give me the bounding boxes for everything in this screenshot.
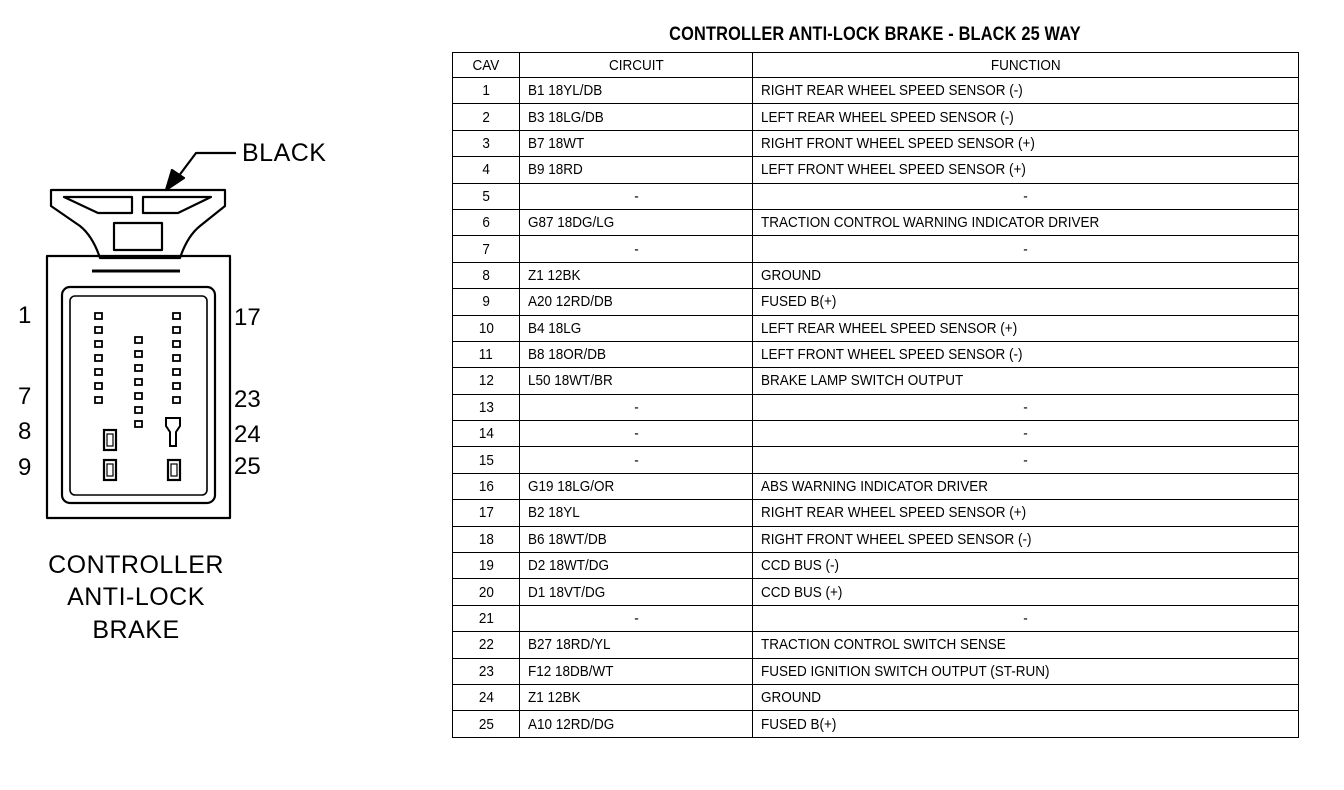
table-row — [453, 104, 1299, 130]
table-row — [453, 711, 1299, 737]
table-row — [453, 157, 1299, 183]
function-cell: GROUND — [753, 262, 1299, 288]
table-row — [453, 658, 1299, 684]
table-row — [453, 315, 1299, 341]
function-cell: GROUND — [753, 684, 1299, 710]
function-cell: CCD BUS (-) — [753, 553, 1299, 579]
cavity-pin — [95, 313, 102, 319]
table-row — [453, 236, 1299, 262]
cavity-pin — [95, 341, 102, 347]
function-cell: RIGHT FRONT WHEEL SPEED SENSOR (-) — [753, 526, 1299, 552]
table-row — [453, 526, 1299, 552]
cav-cell: 6 — [453, 209, 520, 235]
cavity-pin — [95, 369, 102, 375]
circuit-cell: B8 18OR/DB — [520, 341, 753, 367]
cav-cell: 18 — [453, 526, 520, 552]
cav-cell: 7 — [453, 236, 520, 262]
cav-cell: 22 — [453, 632, 520, 658]
cav-cell: 3 — [453, 130, 520, 156]
power-terminal — [107, 464, 113, 476]
circuit-cell: - — [520, 236, 753, 262]
circuit-cell: B2 18YL — [520, 500, 753, 526]
table-row — [453, 553, 1299, 579]
table-row — [453, 78, 1299, 104]
table-body — [453, 78, 1299, 738]
cavity-pin — [135, 407, 142, 413]
pin-label-right: 24 — [234, 421, 261, 448]
circuit-cell: B7 18WT — [520, 130, 753, 156]
function-cell: TRACTION CONTROL SWITCH SENSE — [753, 632, 1299, 658]
connector-caption: CONTROLLER — [48, 551, 224, 579]
function-cell: RIGHT FRONT WHEEL SPEED SENSOR (+) — [753, 130, 1299, 156]
circuit-cell: G87 18DG/LG — [520, 209, 753, 235]
function-cell: - — [753, 605, 1299, 631]
function-cell: FUSED IGNITION SWITCH OUTPUT (ST-RUN) — [753, 658, 1299, 684]
table-row — [453, 209, 1299, 235]
header-cav: CAV — [453, 53, 520, 78]
table-row — [453, 368, 1299, 394]
cav-cell: 21 — [453, 605, 520, 631]
function-cell: FUSED B(+) — [753, 711, 1299, 737]
function-cell: LEFT FRONT WHEEL SPEED SENSOR (+) — [753, 157, 1299, 183]
table-row — [453, 447, 1299, 473]
cav-cell: 11 — [453, 341, 520, 367]
circuit-cell: Z1 12BK — [520, 262, 753, 288]
table-row — [453, 394, 1299, 420]
table-row — [453, 183, 1299, 209]
pin-label-right: 17 — [234, 304, 261, 331]
cav-cell: 13 — [453, 394, 520, 420]
header-circuit: CIRCUIT — [520, 53, 753, 78]
table-row — [453, 579, 1299, 605]
function-cell: LEFT REAR WHEEL SPEED SENSOR (+) — [753, 315, 1299, 341]
cav-cell: 14 — [453, 421, 520, 447]
cavity-pin — [173, 369, 180, 375]
cav-cell: 10 — [453, 315, 520, 341]
cavity-pin — [95, 355, 102, 361]
table-row — [453, 632, 1299, 658]
keyed-terminal — [166, 418, 180, 446]
cavity-pin — [173, 327, 180, 333]
function-cell: CCD BUS (+) — [753, 579, 1299, 605]
cavity-pin — [173, 397, 180, 403]
function-cell: - — [753, 394, 1299, 420]
table-row — [453, 421, 1299, 447]
function-cell: RIGHT REAR WHEEL SPEED SENSOR (-) — [753, 78, 1299, 104]
cav-cell: 9 — [453, 289, 520, 315]
table-row — [453, 605, 1299, 631]
cavity-pin — [135, 393, 142, 399]
circuit-cell: - — [520, 394, 753, 420]
cavity-pin — [95, 383, 102, 389]
circuit-cell: B9 18RD — [520, 157, 753, 183]
function-cell: LEFT REAR WHEEL SPEED SENSOR (-) — [753, 104, 1299, 130]
pin-label-left: 8 — [18, 418, 32, 445]
circuit-cell: B27 18RD/YL — [520, 632, 753, 658]
color-leader-line — [178, 153, 236, 177]
table-row — [453, 500, 1299, 526]
power-terminal — [107, 434, 113, 446]
cavity-pin — [173, 341, 180, 347]
function-cell: FUSED B(+) — [753, 289, 1299, 315]
function-cell: - — [753, 236, 1299, 262]
cavity-pin — [95, 397, 102, 403]
circuit-cell: - — [520, 421, 753, 447]
cav-cell: 24 — [453, 684, 520, 710]
connector-caption: ANTI-LOCK — [67, 583, 205, 611]
cav-cell: 23 — [453, 658, 520, 684]
cavity-pin — [135, 421, 142, 427]
circuit-cell: A10 12RD/DG — [520, 711, 753, 737]
circuit-cell: B4 18LG — [520, 315, 753, 341]
cavity-pin — [173, 313, 180, 319]
pin-label-left: 7 — [18, 383, 32, 410]
function-cell: - — [753, 183, 1299, 209]
connector-color-label: BLACK — [242, 139, 327, 167]
pin-label-right: 23 — [234, 386, 261, 413]
circuit-cell: F12 18DB/WT — [520, 658, 753, 684]
cavity-pin — [173, 383, 180, 389]
circuit-cell: L50 18WT/BR — [520, 368, 753, 394]
function-cell: BRAKE LAMP SWITCH OUTPUT — [753, 368, 1299, 394]
latch-slot-left — [64, 197, 132, 213]
table-row — [453, 341, 1299, 367]
pinout-table — [452, 52, 1299, 738]
table-header-row — [453, 53, 1299, 78]
pin-label-left: 1 — [18, 302, 32, 329]
cav-cell: 15 — [453, 447, 520, 473]
circuit-cell: A20 12RD/DB — [520, 289, 753, 315]
function-cell: - — [753, 421, 1299, 447]
circuit-cell: B1 18YL/DB — [520, 78, 753, 104]
pin-label-left: 9 — [18, 454, 32, 481]
connector-caption: BRAKE — [92, 616, 180, 644]
power-terminal — [171, 464, 177, 476]
table-row — [453, 262, 1299, 288]
cav-cell: 20 — [453, 579, 520, 605]
latch-window — [114, 223, 162, 250]
cav-cell: 19 — [453, 553, 520, 579]
circuit-cell: G19 18LG/OR — [520, 473, 753, 499]
cav-cell: 2 — [453, 104, 520, 130]
cavity-pin — [135, 351, 142, 357]
header-function: FUNCTION — [753, 53, 1299, 78]
cav-cell: 17 — [453, 500, 520, 526]
table-row — [453, 473, 1299, 499]
function-cell: LEFT FRONT WHEEL SPEED SENSOR (-) — [753, 341, 1299, 367]
cav-cell: 4 — [453, 157, 520, 183]
circuit-cell: - — [520, 447, 753, 473]
circuit-cell: - — [520, 183, 753, 209]
table-row — [453, 130, 1299, 156]
function-cell: RIGHT REAR WHEEL SPEED SENSOR (+) — [753, 500, 1299, 526]
circuit-cell: - — [520, 605, 753, 631]
connector-face-drawing — [0, 0, 450, 790]
connector-diagram — [0, 0, 450, 790]
cavity-pin — [173, 355, 180, 361]
cavity-pin — [95, 327, 102, 333]
table-title: CONTROLLER ANTI-LOCK BRAKE - BLACK 25 WAY — [669, 24, 1081, 45]
circuit-cell: Z1 12BK — [520, 684, 753, 710]
table-row — [453, 684, 1299, 710]
circuit-cell: B3 18LG/DB — [520, 104, 753, 130]
cavity-pin — [135, 379, 142, 385]
cav-cell: 25 — [453, 711, 520, 737]
function-cell: ABS WARNING INDICATOR DRIVER — [753, 473, 1299, 499]
circuit-cell: B6 18WT/DB — [520, 526, 753, 552]
cav-cell: 16 — [453, 473, 520, 499]
table-row — [453, 289, 1299, 315]
function-cell: TRACTION CONTROL WARNING INDICATOR DRIVER — [753, 209, 1299, 235]
pin-label-right: 25 — [234, 453, 261, 480]
cavity-pin — [135, 337, 142, 343]
circuit-cell: D2 18WT/DG — [520, 553, 753, 579]
cav-cell: 1 — [453, 78, 520, 104]
cav-cell: 5 — [453, 183, 520, 209]
circuit-cell: D1 18VT/DG — [520, 579, 753, 605]
function-cell: - — [753, 447, 1299, 473]
cav-cell: 12 — [453, 368, 520, 394]
cav-cell: 8 — [453, 262, 520, 288]
cavity-pin — [135, 365, 142, 371]
latch-slot-right — [143, 197, 211, 213]
